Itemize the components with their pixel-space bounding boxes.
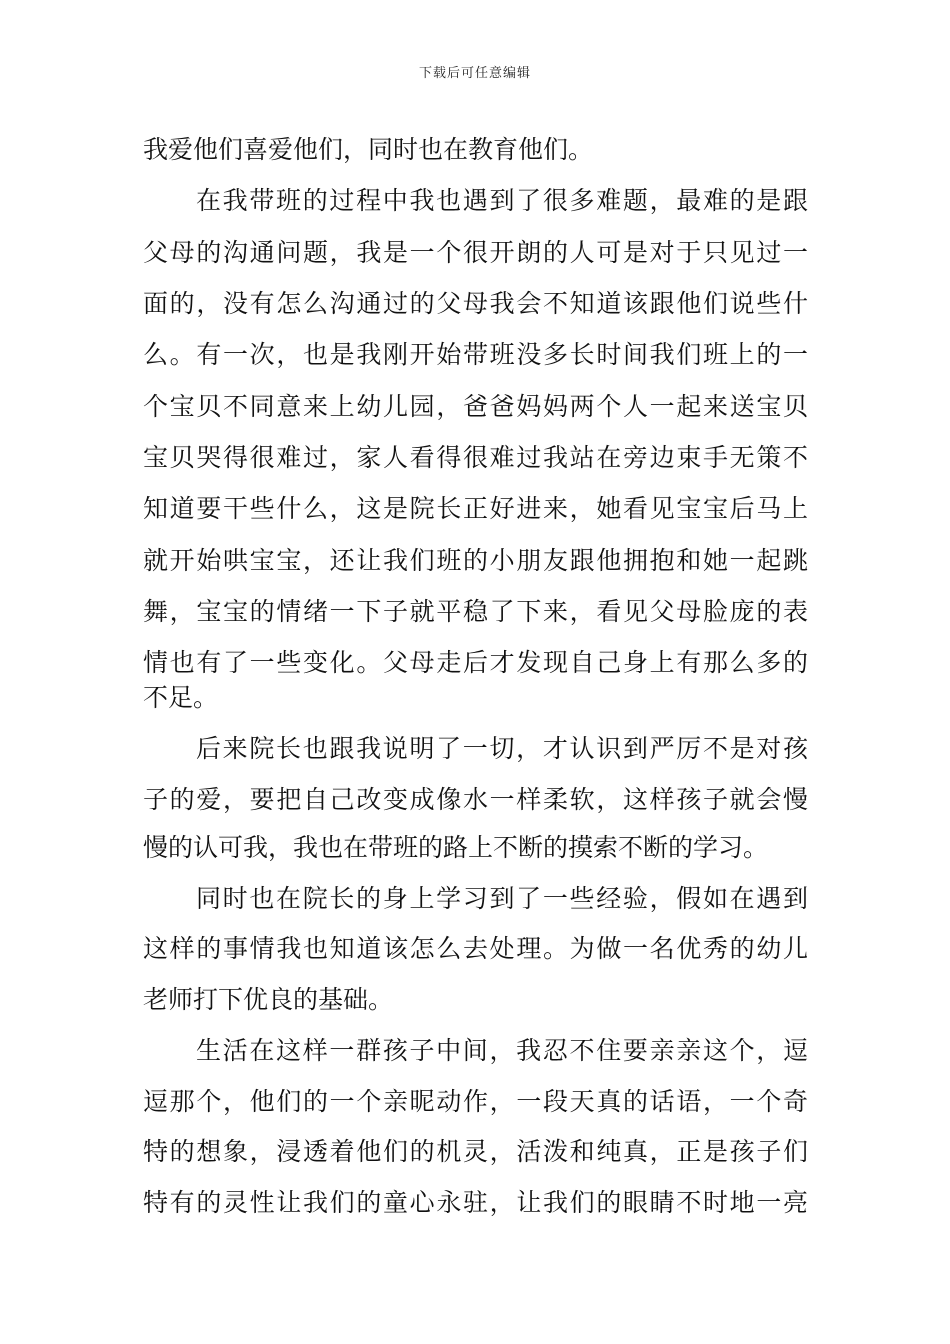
body-line: 个宝贝不同意来上幼儿园，爸爸妈妈两个人一起来送宝贝 [143,392,808,421]
body-line: 不足。 [143,683,219,712]
body-line: 慢的认可我，我也在带班的路上不断的摸索不断的学习。 [143,833,769,862]
paragraph-start-line: 生活在这样一群孩子中间，我忍不住要亲亲这个，逗 [196,1036,808,1065]
body-line: 舞，宝宝的情绪一下子就平稳了下来，看见父母脸庞的表 [143,597,808,626]
paragraph-start-line: 同时也在院长的身上学习到了一些经验，假如在遇到 [196,884,808,913]
body-line: 知道要干些什么，这是院长正好进来，她看见宝宝后马上 [143,494,808,523]
body-line: 老师打下优良的基础。 [143,985,394,1014]
body-line: 特有的灵性让我们的童心永驻，让我们的眼睛不时地一亮 [143,1188,808,1217]
paragraph-start-line: 后来院长也跟我说明了一切，才认识到严厉不是对孩 [196,734,808,763]
body-line: 情也有了一些变化。父母走后才发现自己身上有那么多的 [143,648,808,677]
body-line: 子的爱，要把自己改变成像水一样柔软，这样孩子就会慢 [143,785,808,814]
body-line: 就开始哄宝宝，还让我们班的小朋友跟他拥抱和她一起跳 [143,546,808,575]
body-line: 面的，没有怎么沟通过的父母我会不知道该跟他们说些什 [143,289,808,318]
body-line: 我爱他们喜爱他们，同时也在教育他们。 [143,135,594,164]
body-line: 宝贝哭得很难过，家人看得很难过我站在旁边束手无策不 [143,443,808,472]
body-line: 逗那个，他们的一个亲昵动作，一段天真的话语，一个奇 [143,1087,808,1116]
body-line: 么。有一次，也是我刚开始带班没多长时间我们班上的一 [143,340,808,369]
body-line: 特的想象，浸透着他们的机灵，活泼和纯真，正是孩子们 [143,1137,808,1166]
body-line: 父母的沟通问题，我是一个很开朗的人可是对于只见过一 [143,238,808,267]
body-line: 这样的事情我也知道该怎么去处理。为做一名优秀的幼儿 [143,934,808,963]
page-header: 下载后可任意编辑 [418,66,531,81]
paragraph-start-line: 在我带班的过程中我也遇到了很多难题，最难的是跟 [196,186,808,215]
